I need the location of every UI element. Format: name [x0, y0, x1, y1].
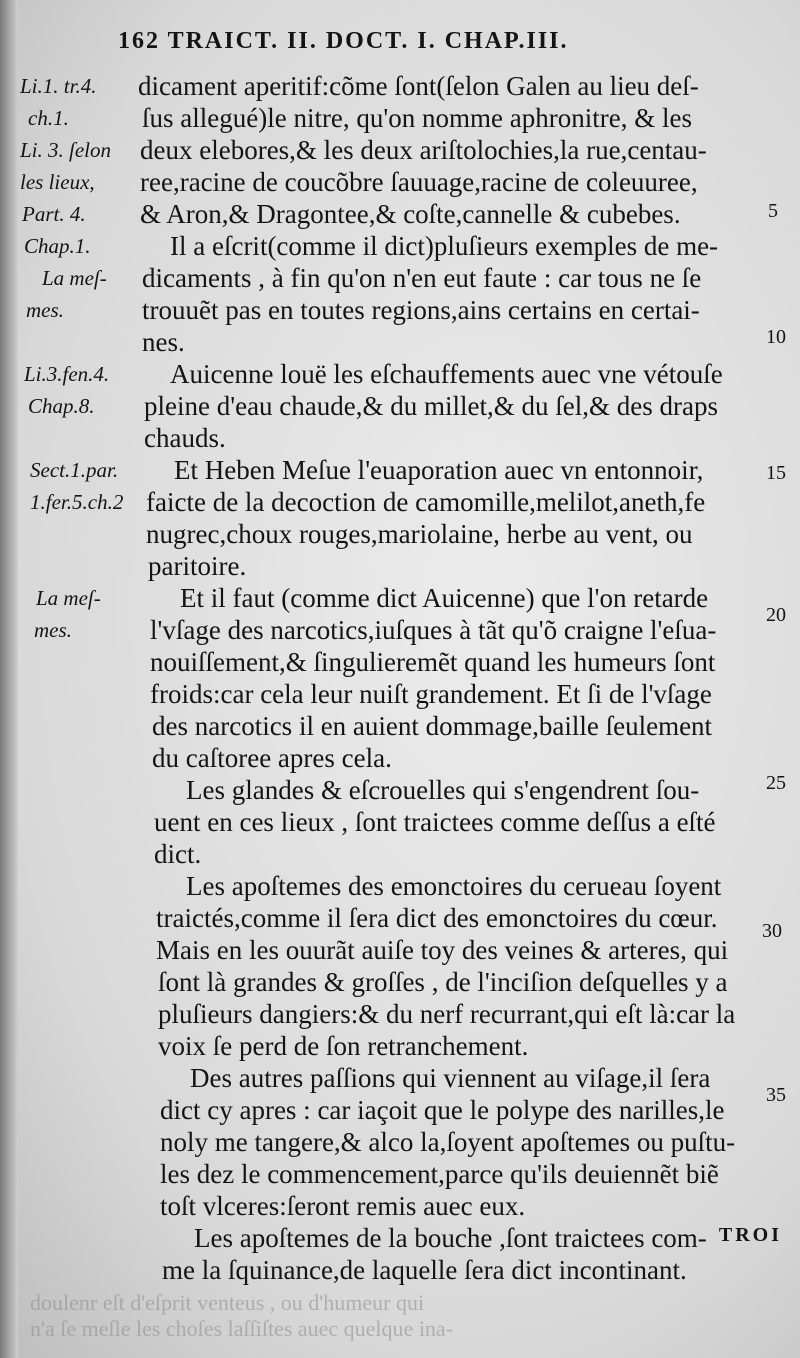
text-line: traictés,comme il ſera dict des emonctoires du cœur. [156, 903, 718, 933]
text-line: deux elebores,& les deux ariſtolochies,la rue,centau- [140, 135, 707, 165]
margin-note: Part. 4. [22, 202, 86, 226]
text-line: dicament aperitif:cõme ſont(ſelon Galen au lieu deſ- [138, 71, 699, 101]
bleed-through-line: doulenr eſt d'eſprit venteus , ou d'humeur qui [30, 1290, 425, 1315]
margin-note: Li.1. tr.4. [20, 74, 97, 98]
line-number: 25 [766, 772, 786, 794]
text-line: Les apoſtemes des emonctoires du cerueau ſoyent [186, 871, 722, 901]
text-line: dicaments , à fin qu'on n'en eut faute : car tous ne ſe [142, 263, 702, 293]
text-line: dict cy apres : car iaçoit que le polype des narilles,le [160, 1095, 725, 1125]
margin-note: Sect.1.par. [30, 458, 119, 482]
line-number: 15 [766, 462, 786, 484]
text-line: faicte de la decoction de camomille,melilot,aneth,fe [146, 487, 706, 517]
text-line: Et il faut (comme dict Auicenne) que l'on retarde [180, 583, 709, 613]
text-line: toſt vlceres:ſeront remis auec eux. [160, 1191, 526, 1221]
line-number: 35 [766, 1084, 786, 1106]
bleed-through-text [30, 1290, 750, 1342]
text-line: Les apoſtemes de la bouche ,ſont traictees com- [194, 1223, 707, 1253]
text-line: voix ſe perd de ſon retranchement. [158, 1031, 529, 1061]
text-line: paritoire. [148, 551, 247, 581]
margin-note: mes. [34, 618, 72, 642]
text-line: les dez le commencement,parce qu'ils deuiennẽt biẽ [160, 1159, 719, 1189]
text-line: & Aron,& Dragontee,& coſte,cannelle & cubebes. [140, 199, 681, 229]
text-line: Auicenne louë les eſchauffements auec vne vétouſe [170, 359, 723, 389]
text-line: pleine d'eau chaude,& du millet,& du ſel,& des draps [144, 391, 718, 421]
text-line: ſus allegué)le nitre, qu'on nomme aphronitre, & les [142, 103, 692, 133]
margin-note: 1.fer.5.ch.2 [30, 490, 124, 514]
line-number: 30 [762, 920, 782, 942]
text-line: noly me tangere,& alco la,ſoyent apoſtemes ou puſtu- [160, 1127, 736, 1157]
margin-note: La meſ- [36, 586, 101, 610]
margin-note: ch.1. [28, 106, 69, 130]
text-line: ree,racine de coucõbre ſauuage,racine de coleuuree, [140, 167, 698, 197]
text-line: nes. [142, 327, 185, 357]
line-number: 5 [768, 200, 778, 222]
text-line: Des autres paſſions qui viennent au viſage,il ſera [190, 1063, 711, 1093]
text-line: Et Heben Meſue l'euaporation auec vn entonnoir, [174, 455, 704, 485]
text-line: trouuẽt pas en toutes regions,ains certains en certai- [142, 295, 700, 325]
line-number: 20 [766, 604, 786, 626]
catchword: TROI [718, 1224, 782, 1246]
line-number: 10 [766, 326, 786, 348]
text-line: ſont là grandes & groſſes , de l'inciſion deſquelles y a [158, 967, 728, 997]
text-line: froids:car cela leur nuiſt grandement. Et ſi de l'vſage [150, 679, 712, 709]
margin-note: Li.3.fen.4. [24, 362, 110, 386]
margin-note: mes. [26, 298, 64, 322]
text-line: du caſtoree apres cela. [152, 743, 392, 773]
margin-note: les lieux, [20, 170, 95, 194]
margin-note: Chap.8. [28, 394, 95, 418]
text-line: chauds. [144, 423, 226, 453]
text-line: nugrec,choux rouges,mariolaine, herbe au vent, ou [146, 519, 693, 549]
margin-note: Chap.1. [24, 234, 91, 258]
text-line: uent en ces lieux , ſont traictees comme deſſus a eſté [154, 807, 716, 837]
text-line: dict. [154, 839, 202, 869]
running-header: 162 TRAICT. II. DOCT. I. CHAP.III. [118, 28, 569, 54]
text-line: l'vſage des narcotics,iuſques à tãt qu'õ craigne l'eſua- [150, 615, 717, 645]
bleed-through-line: n'a ſe meſle les choſes laſſiſtes auec quelque ina- [30, 1316, 454, 1341]
text-line: Mais en les ouurãt auiſe toy des veines & arteres, qui [156, 935, 729, 965]
margin-note: La meſ- [42, 266, 107, 290]
text-line: me la ſquinance,de laquelle ſera dict incontinant. [162, 1255, 687, 1285]
text-line: Il a eſcrit(comme il dict)pluſieurs exemples de me- [170, 231, 719, 261]
text-line: nouiſſement,& ſingulieremẽt quand les humeurs ſont [150, 647, 716, 677]
text-line: pluſieurs dangiers:& du nerf recurrant,qui eſt là:car la [158, 999, 736, 1029]
text-line: Les glandes & eſcrouelles qui s'engendrent ſou- [186, 775, 700, 805]
text-line: des narcotics il en auient dommage,baille ſeulement [152, 711, 713, 741]
margin-note: Li. 3. ſelon [20, 138, 112, 162]
